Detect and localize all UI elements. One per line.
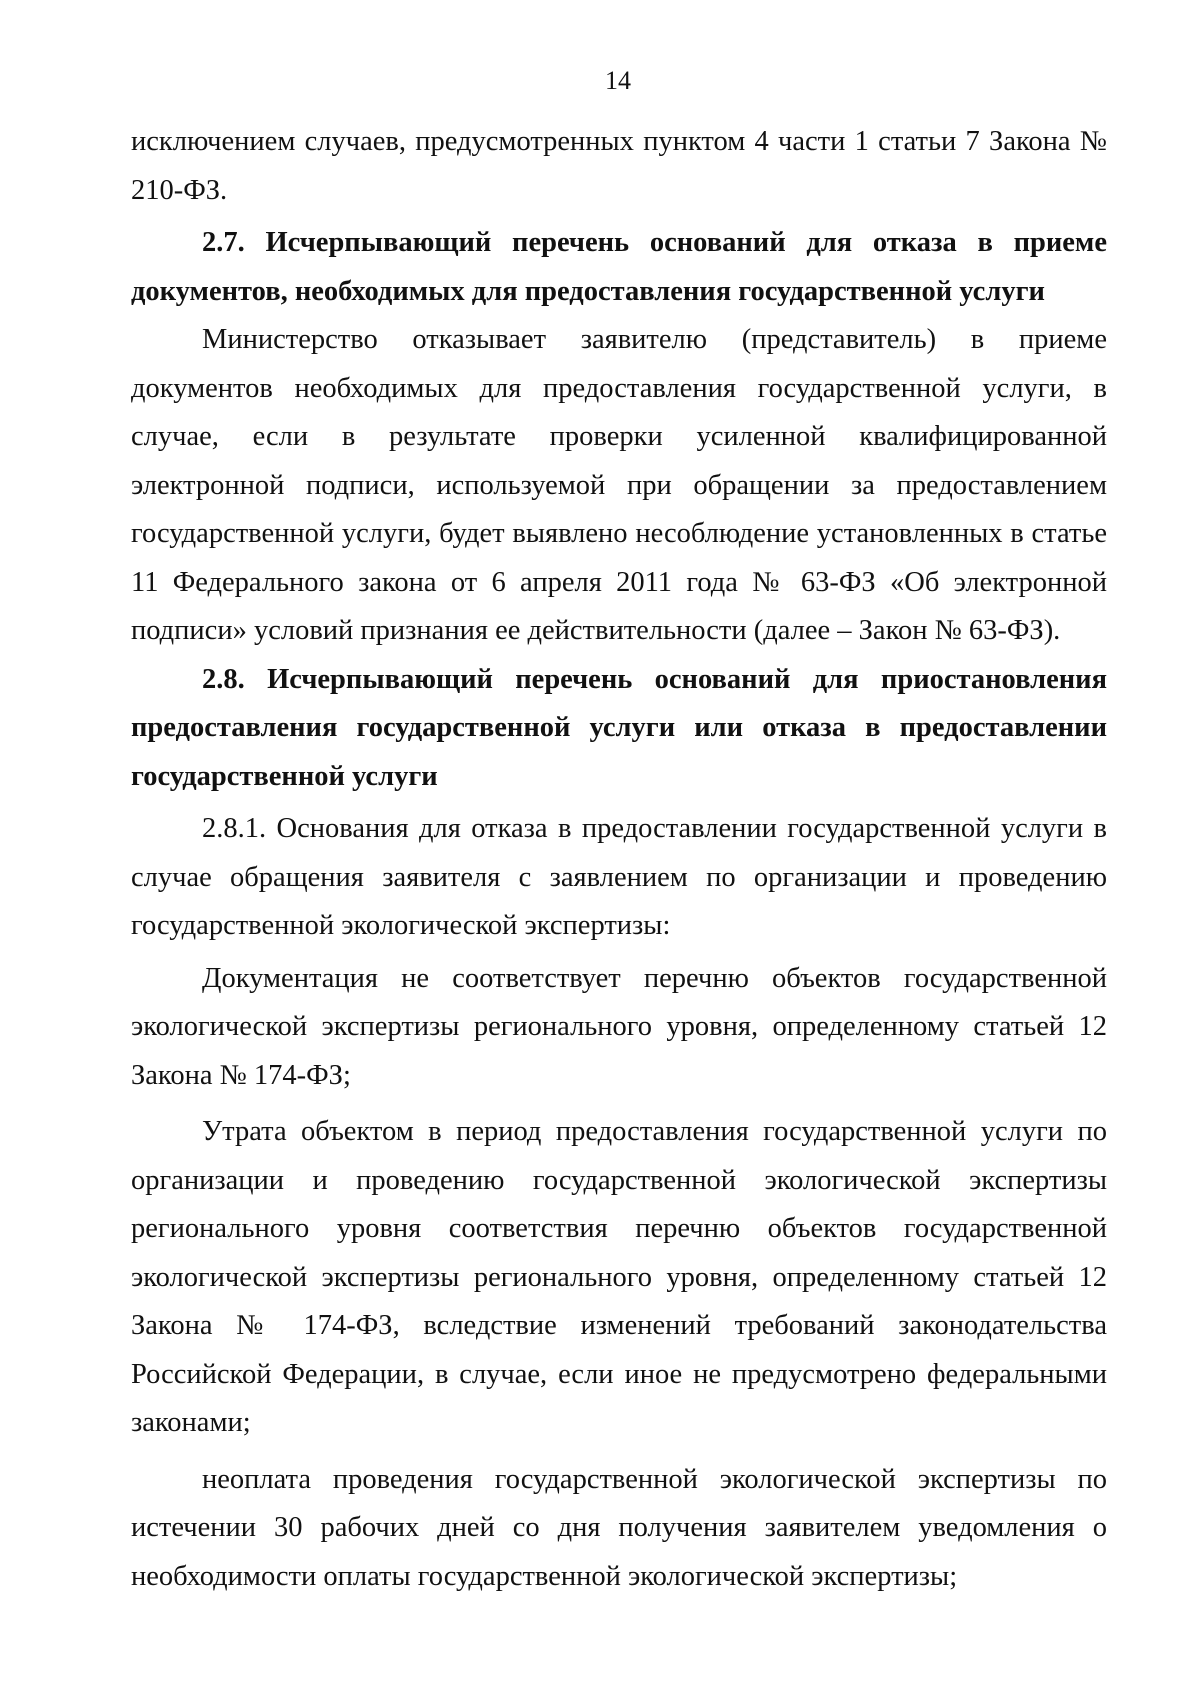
- paragraph-documentation-mismatch: Документация не соответствует перечню объектов государственной экологической экспертизы регионального уровня, определенному статьей 12 Закона № 174-ФЗ;: [131, 962, 1107, 1091]
- paragraph-continuation: исключением случаев, предусмотренных пунктом 4 части 1 статьи 7 Закона № 210-ФЗ.: [131, 126, 1107, 206]
- paragraph-object-loss: Утрата объектом в период предоставления государственной услуги по организации и проведению государственной экологической экспертизы регионального уровня соответствия перечню объектов государственной экологической экспертизы регионального уровня, определенному статьей 12 Закона № 174-ФЗ, вследствие изменений требований законодательства Российской Федерации, в случае, если иное не предусмотрено федеральными законами;: [131, 1116, 1107, 1438]
- paragraph-2-8-1: 2.8.1. Основания для отказа в предоставлении государственной услуги в случае обращения заявителя с заявлением по организации и проведению государственной экологической экспертизы:: [131, 813, 1107, 941]
- page-number: 14: [605, 66, 631, 95]
- section-heading-2-7: 2.7. Исчерпывающий перечень оснований для отказа в приеме документов, необходимых для предоставления государственной услуги: [131, 227, 1107, 307]
- paragraph-ministry-refusal: Министерство отказывает заявителю (представитель) в приеме документов необходимых для предоставления государственной услуги, в случае, если в результате проверки усиленной квалифицированной электронной подписи, используемой при обращении за предоставлением государственной услуги, будет выявлено несоблюдение установленных в статье 11 Федерального закона от 6 апреля 2011 года № 63-ФЗ «Об электронной подписи» условий признания ее действительности (далее – Закон № 63-ФЗ).: [131, 324, 1107, 646]
- document-body: [131, 118, 1107, 1601]
- paragraph-non-payment: неоплата проведения государственной экологической экспертизы по истечении 30 рабочих дней со дня получения заявителем уведомления о необходимости оплаты государственной экологической экспертизы;: [131, 1463, 1107, 1592]
- section-heading-2-8: 2.8. Исчерпывающий перечень оснований для приостановления предоставления государственной услуги или отказа в предоставлении государственной услуги: [131, 663, 1107, 792]
